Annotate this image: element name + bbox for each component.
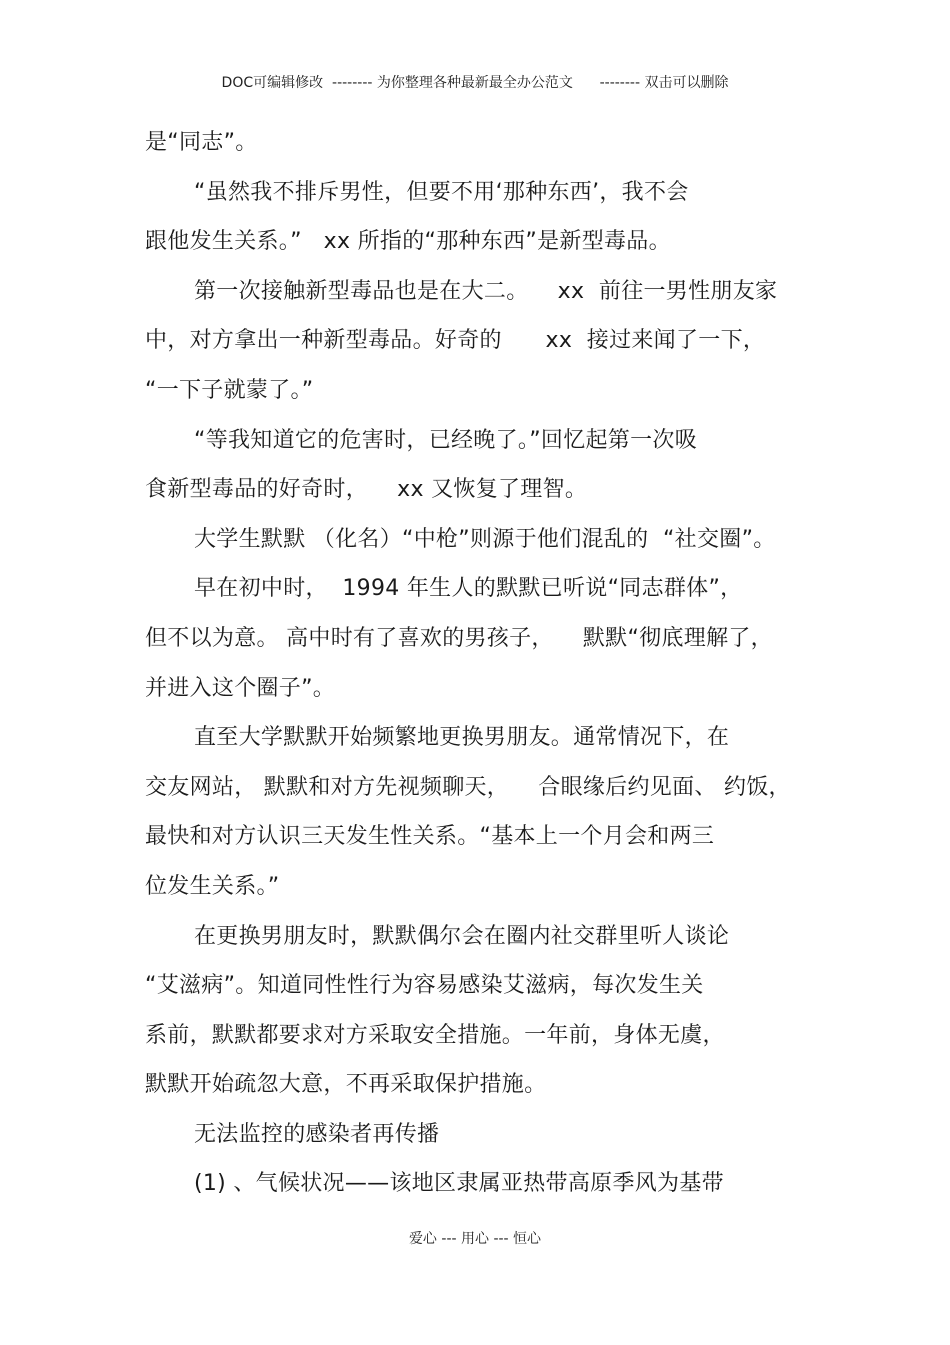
text-line: 中，对方拿出一种新型毒品。好奇的 xx 接过来闻了一下， (145, 328, 766, 354)
text-line: 在更换男朋友时，默默偶尔会在圈内社交群里听人谈论 (194, 923, 730, 949)
text-line: 跟他发生关系。” xx 所指的“那种东西”是新型毒品。 (145, 229, 671, 255)
text-line: 大学生默默 （化名）“中枪”则源于他们混乱的 “社交圈”。 (194, 526, 776, 552)
text-line: “等我知道它的危害时，已经晚了。”回忆起第一次吸 (194, 427, 697, 453)
text-line: 但不以为意。 高中时有了喜欢的男孩子， 默默“彻底理解了， (145, 625, 773, 651)
text-line: 第一次接触新型毒品也是在大二。 xx 前往一男性朋友家 (194, 278, 778, 304)
page-footer: 爱心 --- 用心 --- 恒心 (408, 1231, 542, 1247)
text-line: “一下子就蒙了。” (145, 377, 314, 403)
text-line: 系前，默默都要求对方采取安全措施。一年前，身体无虞， (145, 1022, 725, 1048)
text-line: 是“同志”。 (145, 130, 258, 155)
text-line: “艾滋病”。知道同性性行为容易感染艾滋病，每次发生关 (145, 973, 704, 999)
text-line: “虽然我不排斥男性，但要不用‘那种东西’，我不会 (194, 179, 689, 205)
text-line: 直至大学默默开始频繁地更换男朋友。通常情况下，在 (194, 725, 730, 751)
text-line: 位发生关系。” (145, 873, 280, 899)
text-line: 默默开始疏忽大意，不再采取保护措施。 (145, 1072, 547, 1098)
text-line: 交友网站， 默默和对方先视频聊天， 合眼缘后约见面、 约饭， (145, 774, 791, 800)
text-line: 并进入这个圈子”。 (145, 675, 336, 701)
text-line: 食新型毒品的好奇时， xx 又恢复了理智。 (145, 477, 588, 503)
text-line: 最快和对方认识三天发生性关系。“基本上一个月会和两三 (145, 824, 715, 850)
section-heading: 无法监控的感染者再传播 (194, 1121, 440, 1147)
page-header: DOC可编辑修改 -------- 为你整理各种最新最全办公范文 -------- 双击可以删除 (221, 75, 729, 91)
text-line: (1) 、气候状况——该地区隶属亚热带高原季风为基带 (194, 1171, 724, 1197)
document-body (145, 118, 825, 1209)
text-line: 早在初中时， 1994 年生人的默默已听说“同志群体”， (194, 576, 743, 602)
